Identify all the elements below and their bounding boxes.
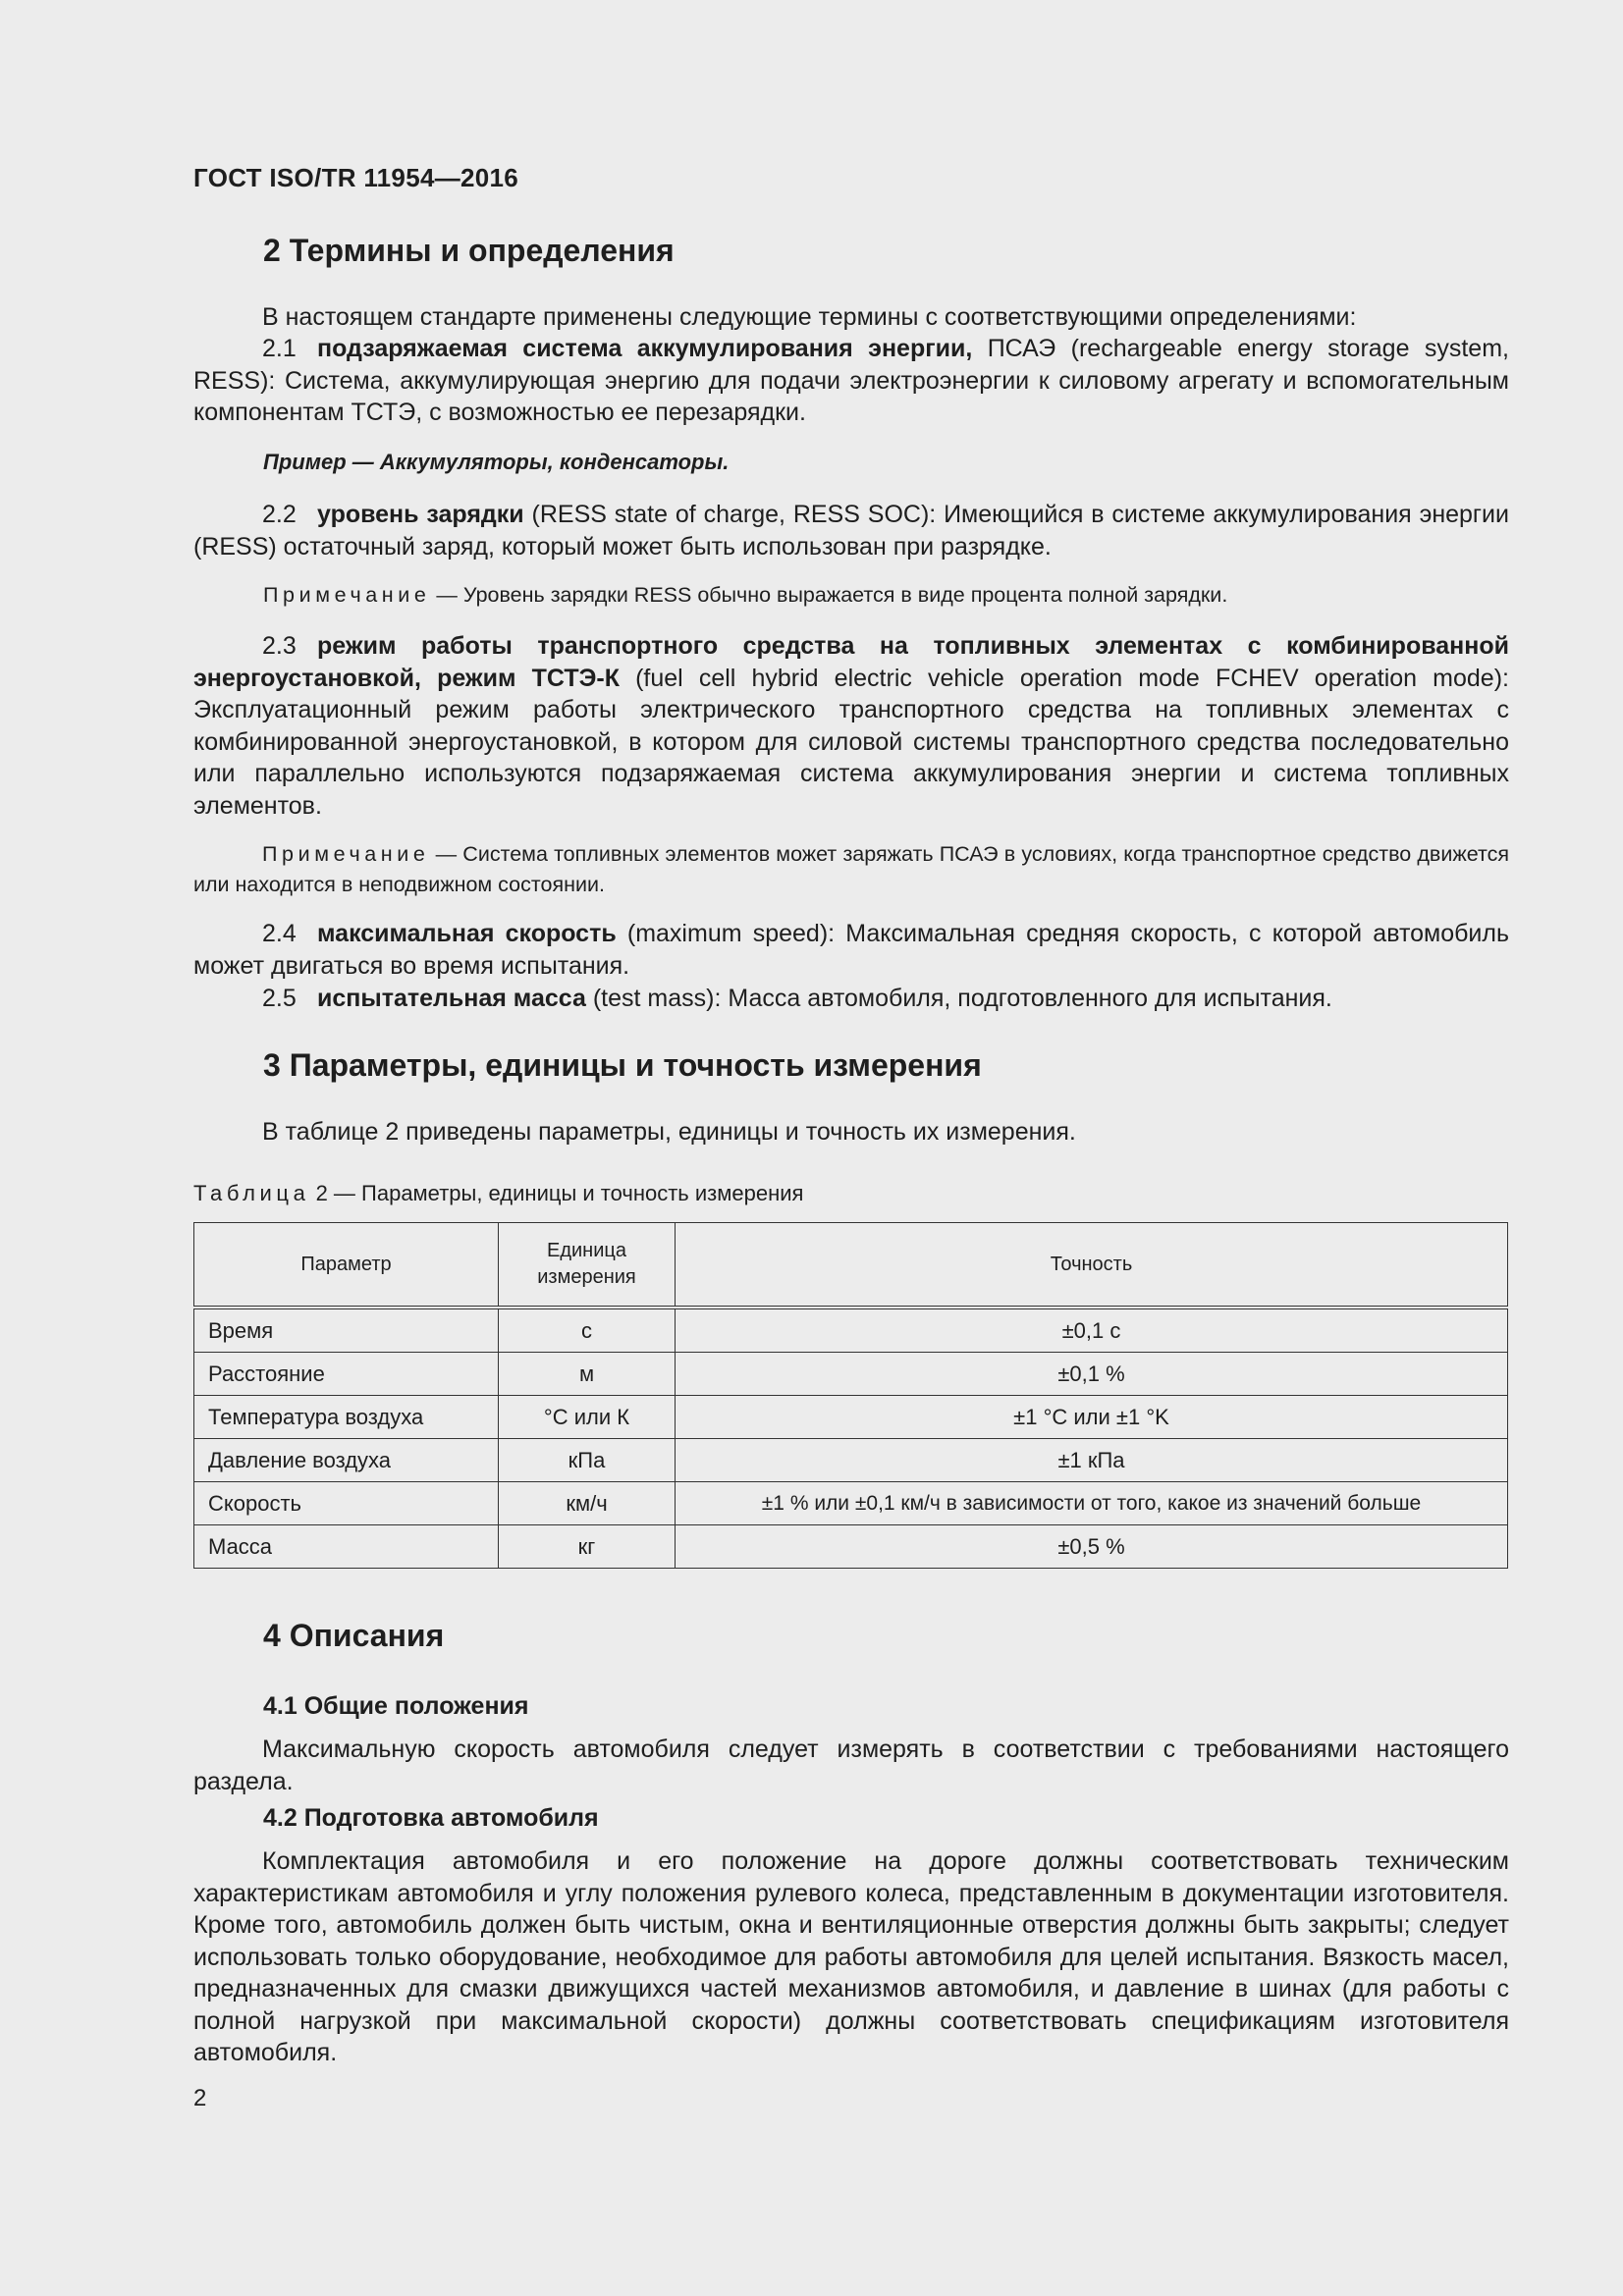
section-3-title: 3 Параметры, единицы и точность измерения bbox=[263, 1047, 982, 1083]
term-2-1-definition: ПСАЭ (rechargeable energy storage system, RESS): Система, аккумулирующая энергию для подачи электроэнергии к силовому агрегату и вспомогательным компонентам ТСТЭ, с возможностью ее перезарядки. bbox=[193, 335, 1509, 426]
term-2-1 bbox=[193, 333, 1509, 429]
cell-unit: с bbox=[499, 1308, 676, 1353]
section-3-intro-text: В таблице 2 приведены параметры, единицы и точность их измерения. bbox=[262, 1118, 1076, 1146]
cell-parameter: Расстояние bbox=[194, 1353, 499, 1396]
term-2-4-definition: (maximum speed): Максимальная средняя скорость, с которой автомобиль может двигаться во время испытания. bbox=[193, 920, 1510, 980]
table-row bbox=[194, 1353, 1508, 1396]
table-caption bbox=[193, 1181, 803, 1206]
cell-unit: кг bbox=[499, 1525, 676, 1569]
table-header-row bbox=[194, 1223, 1508, 1308]
subsection-4-1-title: 4.1 Общие положения bbox=[263, 1692, 529, 1720]
term-2-2-number: 2.2 bbox=[262, 501, 297, 528]
table-row bbox=[194, 1525, 1508, 1569]
table-row bbox=[194, 1308, 1508, 1353]
term-2-4 bbox=[193, 918, 1509, 982]
cell-unit: кПа bbox=[499, 1439, 676, 1482]
cell-accuracy: ±0,5 % bbox=[676, 1525, 1508, 1569]
term-2-2-definition: (RESS state of charge, RESS SOC): Имеющийся в системе аккумулирования энергии (RESS) остаточный заряд, который может быть использован при разрядке. bbox=[193, 501, 1509, 561]
note-1-text: — Уровень зарядки RESS обычно выражается в виде процента полной зарядки. bbox=[430, 583, 1228, 607]
header-accuracy: Точность bbox=[676, 1223, 1508, 1308]
term-2-4-number: 2.4 bbox=[262, 920, 297, 947]
term-2-1-number: 2.1 bbox=[262, 335, 297, 362]
cell-parameter: Скорость bbox=[194, 1482, 499, 1525]
table-caption-text: 2 — Параметры, единицы и точность измерения bbox=[309, 1181, 804, 1205]
table-caption-label: Таблица bbox=[193, 1181, 310, 1205]
cell-unit: км/ч bbox=[499, 1482, 676, 1525]
cell-accuracy: ±1 °С или ±1 °K bbox=[676, 1396, 1508, 1439]
section-2-title: 2 Термины и определения bbox=[263, 233, 675, 268]
section-2-intro-text: В настоящем стандарте применены следующие термины с соответствующими определениями: bbox=[262, 303, 1357, 331]
cell-accuracy: ±1 % или ±0,1 км/ч в зависимости от того, какое из значений больше bbox=[676, 1482, 1508, 1525]
header-unit bbox=[499, 1223, 676, 1308]
table-row bbox=[194, 1482, 1508, 1525]
term-2-5-term: испытательная масса bbox=[317, 985, 586, 1012]
term-2-5 bbox=[193, 983, 1509, 1015]
cell-accuracy: ±0,1 с bbox=[676, 1308, 1508, 1353]
page-number: 2 bbox=[193, 2085, 207, 2111]
subsection-4-1-paragraph: Максимальную скорость автомобиля следует измерять в соответствии с требованиями настоящего раздела. bbox=[193, 1735, 1509, 1795]
section-3-intro bbox=[193, 1116, 1509, 1148]
term-2-2-term: уровень зарядки bbox=[317, 501, 524, 528]
term-2-1-term: подзаряжаемая система аккумулирования энергии, bbox=[317, 335, 973, 362]
cell-accuracy: ±0,1 % bbox=[676, 1353, 1508, 1396]
header-parameter: Параметр bbox=[194, 1223, 499, 1308]
subsection-4-2-title: 4.2 Подготовка автомобиля bbox=[263, 1804, 599, 1832]
cell-parameter: Масса bbox=[194, 1525, 499, 1569]
term-2-5-number: 2.5 bbox=[262, 985, 297, 1012]
cell-parameter: Время bbox=[194, 1308, 499, 1353]
section-4-title: 4 Описания bbox=[263, 1618, 445, 1653]
note-1 bbox=[263, 580, 1510, 611]
table-row bbox=[194, 1439, 1508, 1482]
term-2-3 bbox=[193, 630, 1509, 822]
section-2-intro bbox=[193, 301, 1509, 334]
subsection-4-2-paragraph: Комплектация автомобиля и его положение на дороге должны соответствовать техническим характеристикам автомобиля и углу положения рулевого колеса, представленным в документации изготовителя. Кроме того, автомобиль должен быть чистым, окна и вентиляционные отверстия должны быть закрыты; следует использовать только оборудование, необходимое для работы автомобиля для целей испытания. Вязкость масел, предназначенных для смазки движущихся частей механизмов автомобиля, и давление в шинах (для работы с полной нагрузкой при максимальной скорости) должны соответствовать спецификациям изготовителя автомобиля. bbox=[193, 1847, 1509, 2066]
cell-accuracy: ±1 кПа bbox=[676, 1439, 1508, 1482]
cell-unit: °С или К bbox=[499, 1396, 676, 1439]
note-2-label: Примечание bbox=[262, 842, 430, 866]
term-2-1-example: Пример — Аккумуляторы, конденсаторы. bbox=[263, 450, 730, 474]
term-2-2 bbox=[193, 499, 1509, 562]
header-unit-text: Единица измерения bbox=[537, 1240, 636, 1288]
term-2-3-definition: (fuel cell hybrid electric vehicle operation mode FCHEV operation mode): Эксплуатационный режим работы электрического транспортного средства на топливных элементах с комбинированной энергоустановкой, в котором для силовой системы транспортного средства последовательно или параллельно используются подзаряжаемая система аккумулирования энергии и система топливных элементов. bbox=[193, 664, 1509, 820]
subsection-4-2-text bbox=[193, 1845, 1509, 2069]
cell-parameter: Давление воздуха bbox=[194, 1439, 499, 1482]
note-2-text: — Система топливных элементов может заряжать ПСАЭ в условиях, когда транспортное средство движется или находится в неподвижном состоянии. bbox=[193, 842, 1509, 896]
term-2-3-number: 2.3 bbox=[262, 632, 297, 660]
parameters-table bbox=[193, 1222, 1508, 1569]
cell-unit: м bbox=[499, 1353, 676, 1396]
note-1-label: Примечание bbox=[263, 583, 431, 607]
table-row bbox=[194, 1396, 1508, 1439]
term-2-4-term: максимальная скорость bbox=[317, 920, 617, 947]
note-2 bbox=[193, 839, 1509, 900]
document-header: ГОСТ ISO/TR 11954—2016 bbox=[193, 163, 519, 192]
term-2-3-term: режим работы транспортного средства на топливных элементах с комбинированной энергоустановкой, режим ТСТЭ-К bbox=[193, 632, 1509, 692]
subsection-4-1-text bbox=[193, 1734, 1509, 1797]
term-2-5-definition: (test mass): Масса автомобиля, подготовленного для испытания. bbox=[585, 985, 1332, 1012]
cell-parameter: Температура воздуха bbox=[194, 1396, 499, 1439]
